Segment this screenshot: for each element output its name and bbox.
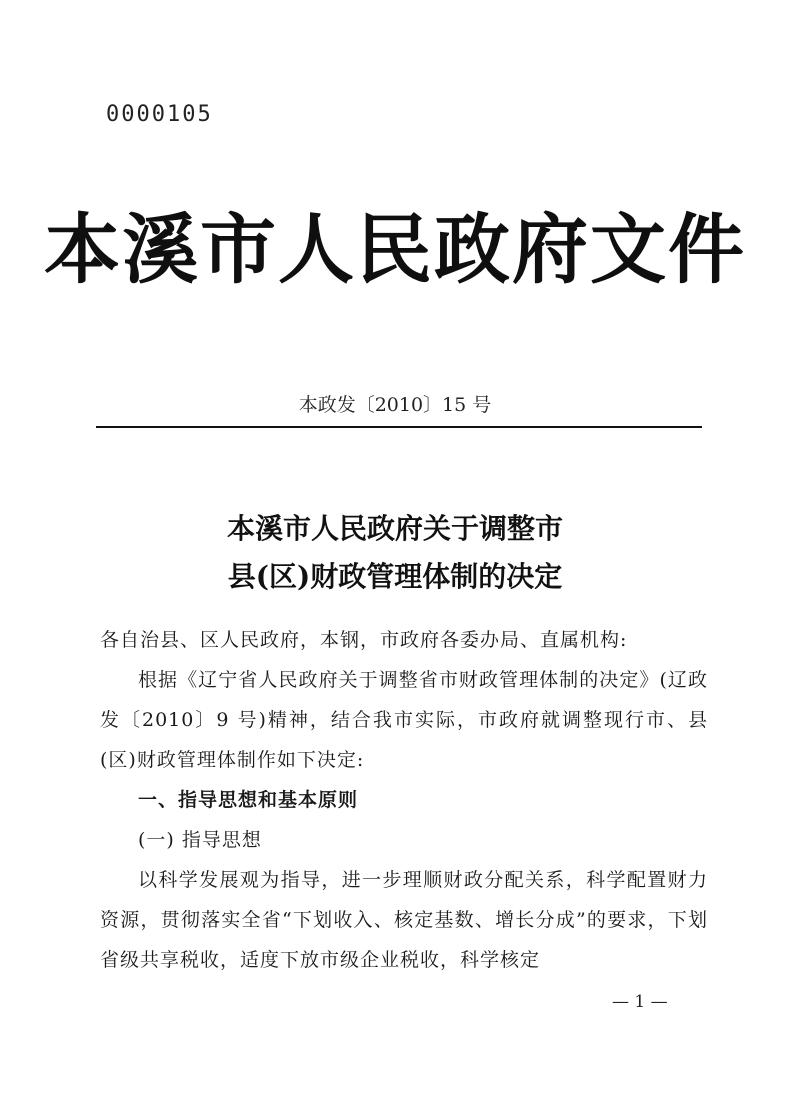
page-number: — 1 — [612,992,668,1012]
document-serial-number: 0000105 [106,102,213,127]
document-body [100,620,708,980]
document-title [0,505,790,601]
body-paragraph-2: 以科学发展观为指导，进一步理顺财政分配关系，科学配置财力资源，贯彻落实全省“下划收入、核定基数、增长分成”的要求，下划省级共享税收，适度下放市级企业税收，科学核定 [100,869,708,971]
document-title-line-2: 县(区)财政管理体制的决定 [227,560,563,593]
addressee-line: 各自治县、区人民政府，本钢，市政府各委办局、直属机构: [100,629,628,651]
section-heading-1: 一、指导思想和基本原则 [138,789,359,811]
masthead-divider [96,426,702,428]
issue-number: 本政发〔2010〕15 号 [298,394,492,416]
masthead-title: 本溪市人民政府文件 [44,205,746,294]
document-title-line-1: 本溪市人民政府关于调整市 [226,512,563,545]
subsection-heading-1: (一) 指导思想 [138,829,262,851]
body-paragraph-1: 根据《辽宁省人民政府关于调整省市财政管理体制的决定》(辽政发〔2010〕9 号)精神，结合我市实际，市政府就调整现行市、县(区)财政管理体制作如下决定: [100,669,708,771]
